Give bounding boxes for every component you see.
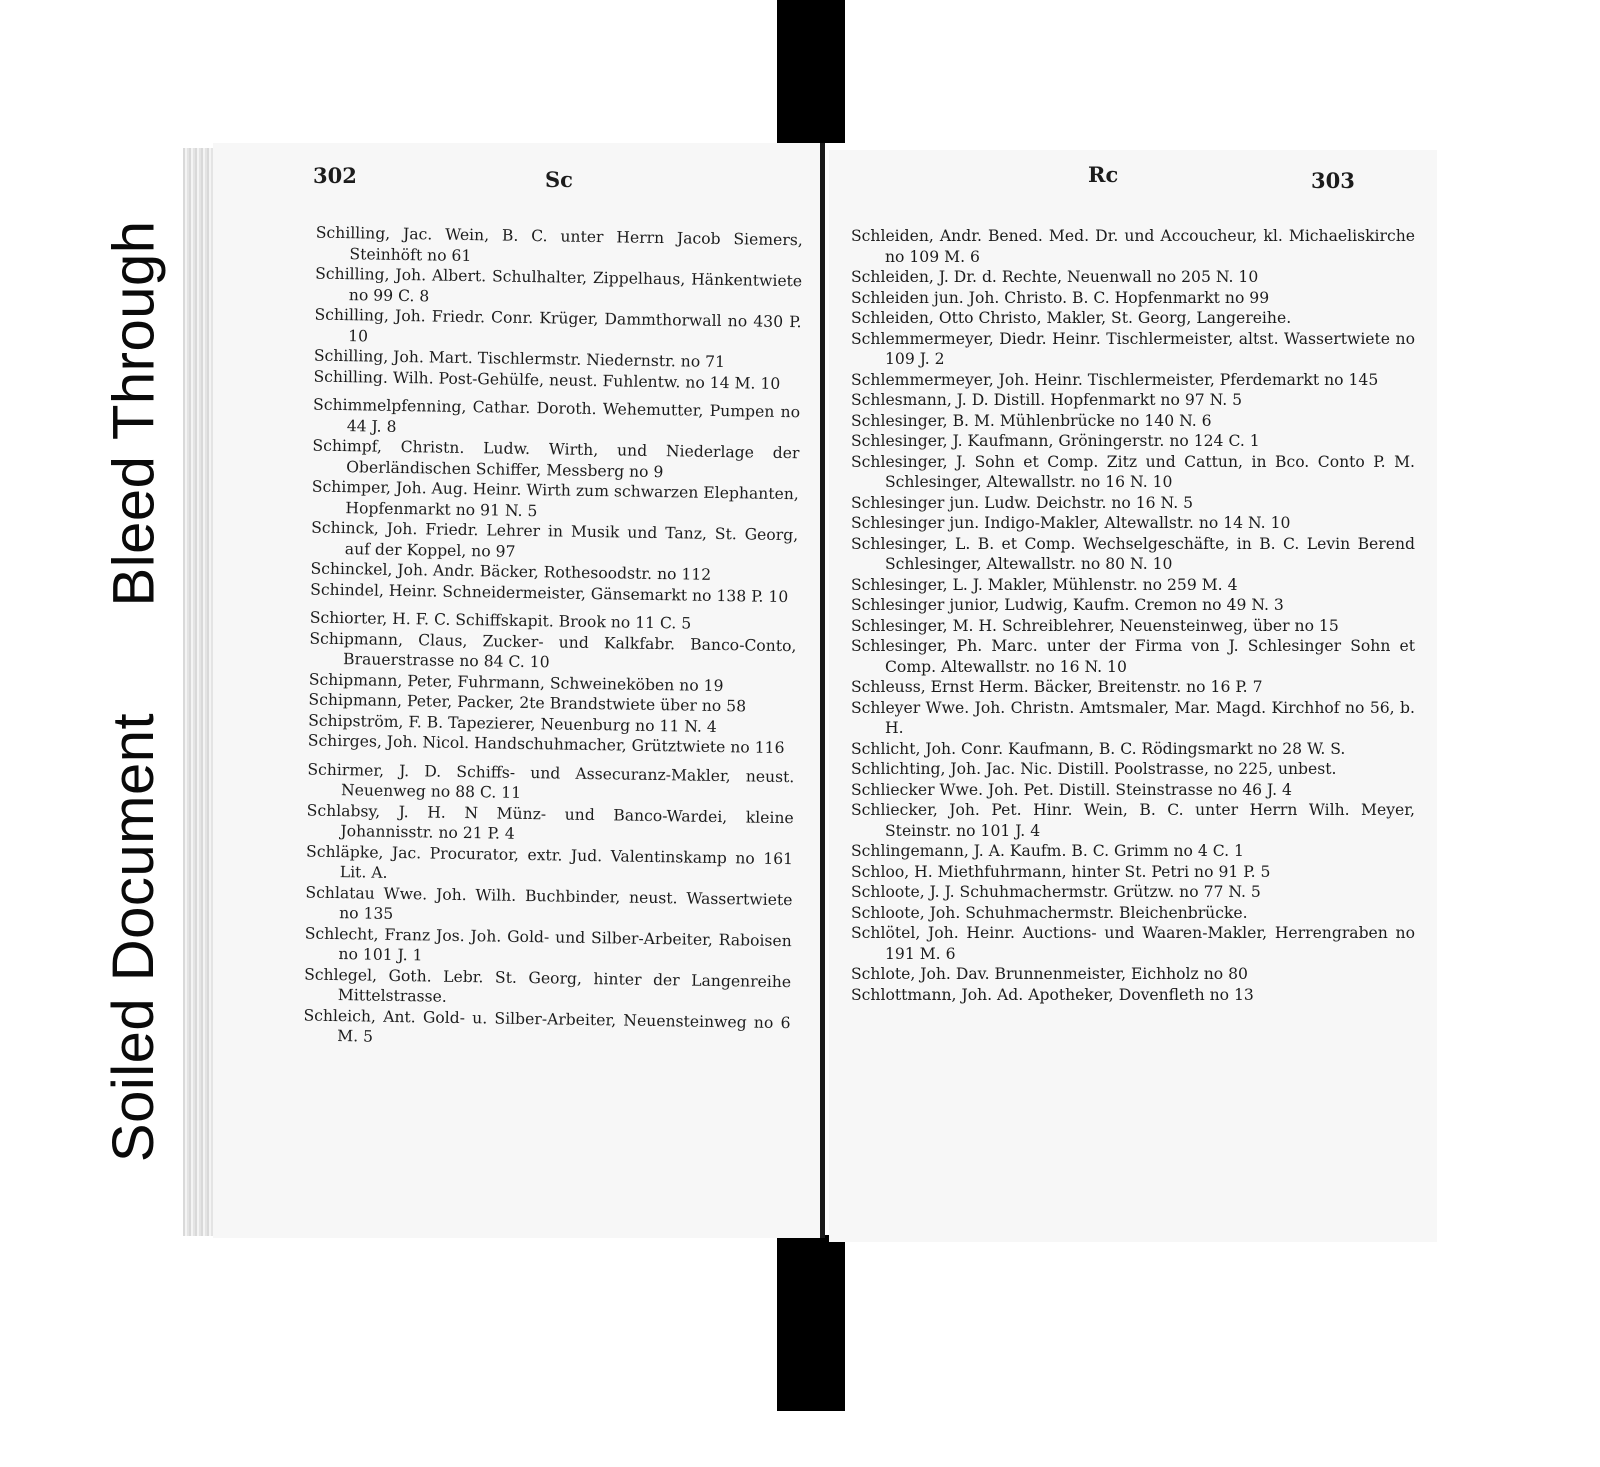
directory-entry: Schimper, Joh. Aug. Heinr. Wirth zum schwarzen Elephanten, Hopfenmarkt no 91 N. 5 — [311, 477, 799, 520]
entry-list-left — [200, 221, 825, 1054]
directory-entry: Schipmann, Peter, Fuhrmann, Schweineköben no 19 — [308, 670, 724, 695]
directory-entry: Schirges, Joh. Nicol. Handschuhmacher, Grütztwiete no 116 — [307, 731, 785, 758]
page-number-left: 302 — [313, 163, 357, 188]
directory-entry: Schleiden jun. Joh. Christo. B. C. Hopfenmarkt no 99 — [851, 288, 1270, 307]
directory-entry: Schipmann, Claus, Zucker- und Kalkfabr. Banco-Conto, Brauerstrasse no 84 C. 10 — [309, 629, 797, 672]
directory-entry: Schirmer, J. D. Schiffs- und Assecuranz-Makler, neust. Neuenweg no 88 C. 11 — [307, 760, 795, 802]
binding-strip-top — [777, 0, 845, 143]
directory-entry: Schimpf, Christn. Ludw. Wirth, und Niederlage der Oberländischen Schiffer, Messberg no 9 — [312, 436, 800, 481]
directory-entry: Schlottmann, Joh. Ad. Apotheker, Dovenfleth no 13 — [851, 985, 1254, 1004]
directory-entry: Schleiden, J. Dr. d. Rechte, Neuenwall no 205 N. 10 — [851, 268, 1259, 286]
directory-entry: Schlote, Joh. Dav. Brunnenmeister, Eichholz no 80 — [851, 965, 1248, 983]
page-header-left: Sc — [545, 167, 573, 192]
soiled-document-label — [85, 665, 183, 1210]
directory-entry: Schlesmann, J. D. Distill. Hopfenmarkt no 97 N. 5 — [851, 391, 1243, 409]
directory-entry: Schleyer Wwe. Joh. Christn. Amtsmaler, Mar. Magd. Kirchhof no 56, b. H. — [851, 698, 1415, 737]
book-gutter — [820, 143, 825, 1238]
directory-entry: Schleuss, Ernst Herm. Bäcker, Breitenstr. no 16 P. 7 — [851, 678, 1263, 696]
directory-entry: Schlegel, Goth. Lebr. St. Georg, hinter der Langenreihe Mittelstrasse. — [304, 965, 792, 1006]
directory-entry: Schlesinger, L. J. Makler, Mühlenstr. no 259 M. 4 — [851, 575, 1238, 594]
directory-entry: Schinck, Joh. Friedr. Lehrer in Musik und Tanz, St. Georg, auf der Koppel, no 97 — [311, 518, 799, 561]
directory-entry: Schlemmermeyer, Joh. Heinr. Tischlermeister, Pferdemarkt no 145 — [851, 370, 1379, 389]
directory-entry: Schindel, Heinr. Schneidermeister, Gänsemarkt no 138 P. 10 — [310, 580, 789, 606]
directory-entry: Schilling, Joh. Friedr. Conr. Krüger, Dammthorwall no 430 P. 10 — [314, 305, 802, 345]
directory-entry: Schlingemann, J. A. Kaufm. B. C. Grimm no 4 C. 1 — [851, 842, 1244, 860]
directory-entry: Schimmelpfenning, Cathar. Doroth. Wehemutter, Pumpen no 44 J. 8 — [312, 395, 801, 436]
directory-entry: Schliecker, Joh. Pet. Hinr. Wein, B. C. unter Herrn Wilh. Meyer, Steinstr. no 101 J. 4 — [851, 801, 1415, 840]
directory-entry: Schlesinger, L. B. et Comp. Wechselgeschäfte, in B. C. Levin Berend Schlesinger, Altewallstr. no 80 N. 10 — [851, 534, 1415, 573]
directory-entry: Schilling, Joh. Mart. Tischlermstr. Niedernstr. no 71 — [313, 346, 726, 372]
directory-entry: Schilling, Joh. Albert. Schulhalter, Zippelhaus, Hänkentwiete no 99 C. 8 — [315, 264, 803, 305]
directory-entry: Schipström, F. B. Tapezierer, Neuenburg no 11 N. 4 — [308, 711, 717, 736]
directory-entry: Schloote, J. J. Schuhmachermstr. Grützw. no 77 N. 5 — [851, 883, 1261, 901]
directory-entry: Schleiden, Otto Christo, Makler, St. Georg, Langereihe. — [851, 309, 1292, 327]
directory-entry: Schlesinger, B. M. Mühlenbrücke no 140 N. 6 — [851, 411, 1212, 430]
page-header-right: Rc — [1088, 162, 1119, 187]
directory-entry: Schlesinger, J. Sohn et Comp. Zitz und Cattun, in Bco. Conto P. M. Schlesinger, Altewallstr. no 16 N. 10 — [851, 452, 1415, 491]
directory-entry: Schlesinger junior, Ludwig, Kaufm. Cremon no 49 N. 3 — [851, 596, 1284, 614]
directory-entry: Schlecht, Franz Jos. Joh. Gold- und Silber-Arbeiter, Raboisen no 101 J. 1 — [304, 924, 792, 965]
bleed-through-label-text: Bleed Through — [101, 220, 167, 606]
directory-entry: Schlicht, Joh. Conr. Kaufmann, B. C. Rödingsmarkt no 28 W. S. — [851, 739, 1346, 758]
directory-entry: Schleiden, Andr. Bened. Med. Dr. und Accoucheur, kl. Michaeliskirche no 109 M. 6 — [851, 227, 1415, 266]
directory-entry: Schlesinger, M. H. Schreiblehrer, Neuensteinweg, über no 15 — [851, 616, 1339, 635]
directory-entry: Schliecker Wwe. Joh. Pet. Distill. Steinstrasse no 46 J. 4 — [851, 780, 1292, 799]
directory-entry: Schinckel, Joh. Andr. Bäcker, Rothesoodstr. no 112 — [310, 559, 712, 584]
directory-entry: Schleich, Ant. Gold- u. Silber-Arbeiter, Neuensteinweg no 6 M. 5 — [303, 1006, 791, 1046]
directory-entry: Schiorter, H. F. C. Schiffskapit. Brook no 11 C. 5 — [309, 608, 692, 633]
directory-entry: Schläpke, Jac. Procurator, extr. Jud. Valentinskamp no 161 Lit. A. — [305, 842, 794, 882]
directory-entry: Schilling. Wilh. Post-Gehülfe, neust. Fuhlentw. no 14 M. 10 — [313, 367, 781, 393]
directory-entry: Schlatau Wwe. Joh. Wilh. Buchbinder, neust. Wassertwiete no 135 — [305, 883, 793, 923]
soiled-document-label-text: Soiled Document — [101, 712, 167, 1163]
directory-entry: Schloote, Joh. Schuhmachermstr. Bleichenbrücke. — [851, 903, 1248, 922]
directory-entry: Schlabsy, J. H. N Münz- und Banco-Wardei, kleine Johannisstr. no 21 P. 4 — [306, 801, 794, 843]
left-page — [213, 143, 825, 1238]
directory-entry: Schlesinger, J. Kaufmann, Gröningerstr. no 124 C. 1 — [851, 432, 1260, 450]
directory-entry: Schlichting, Joh. Jac. Nic. Distill. Poolstrasse, no 225, unbest. — [851, 760, 1337, 778]
directory-entry: Schlesinger jun. Indigo-Makler, Altewallstr. no 14 N. 10 — [851, 514, 1291, 532]
page-number-right: 303 — [1311, 168, 1355, 193]
directory-entry: Schlesinger jun. Ludw. Deichstr. no 16 N. 5 — [851, 493, 1194, 512]
right-page — [829, 150, 1437, 1242]
binding-strip-bottom — [777, 1235, 845, 1411]
entry-list-right — [829, 226, 1437, 1005]
directory-entry: Schloo, H. Miethfuhrmann, hinter St. Petri no 91 P. 5 — [851, 862, 1271, 881]
bleed-through-label — [85, 188, 183, 638]
directory-entry: Schipmann, Peter, Packer, 2te Brandstwiete über no 58 — [308, 690, 747, 716]
directory-entry: Schlemmermeyer, Diedr. Heinr. Tischlermeister, altst. Wassertwiete no 109 J. 2 — [851, 329, 1415, 368]
directory-entry: Schlesinger, Ph. Marc. unter der Firma von J. Schlesinger Sohn et Comp. Altewallstr. no 16 N. 10 — [851, 637, 1415, 676]
directory-entry: Schilling, Jac. Wein, B. C. unter Herrn Jacob Siemers, Steinhöft no 61 — [315, 223, 803, 265]
directory-entry: Schlötel, Joh. Heinr. Auctions- und Waaren-Makler, Herrengraben no 191 M. 6 — [851, 924, 1415, 963]
